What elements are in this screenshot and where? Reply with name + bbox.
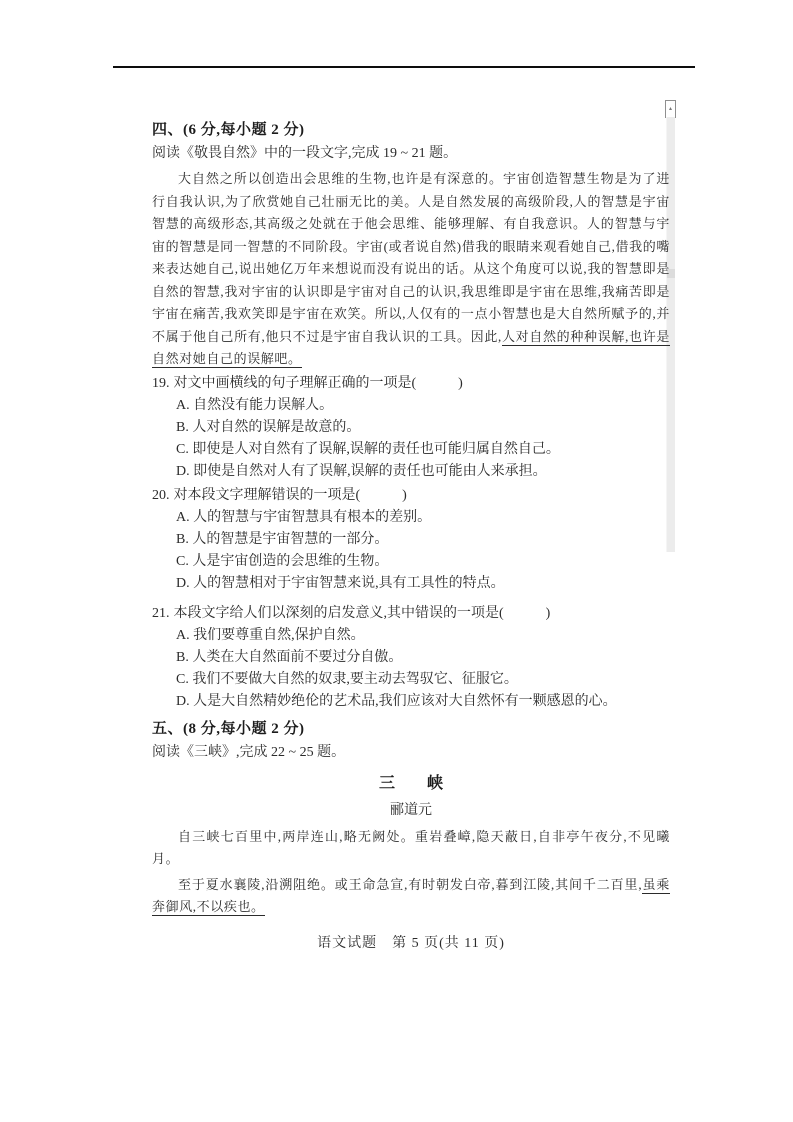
- essay-paragraph-2: [152, 874, 670, 919]
- option-b: B. 人对自然的误解是故意的。: [176, 419, 361, 435]
- exam-content: [152, 118, 670, 955]
- question-20-options: [152, 507, 670, 595]
- question-20: [152, 485, 670, 595]
- question-stem: 本段文字给人们以深刻的启发意义,其中错误的一项是( ): [173, 605, 551, 621]
- essay-paragraph-1: 自三峡七百里中,两岸连山,略无阙处。重岩叠嶂,隐天蔽日,自非亭午夜分,不见曦月。: [152, 828, 670, 866]
- passage-underlined-sentence: 人对自然的种种误解,也许是自然对她自己的误解吧。: [152, 328, 670, 366]
- option-a: A. 自然没有能力误解人。: [176, 397, 334, 413]
- question-number: 19.: [152, 375, 170, 391]
- essay-title: 三 峡: [378, 774, 443, 792]
- question-21-options: [152, 625, 670, 713]
- option-b: B. 人类在大自然面前不要过分自傲。: [176, 649, 403, 665]
- passage-text: 大自然之所以创造出会思维的生物,也许是有深意的。宇宙创造智慧生物是为了进行自我认识,为了欣赏她自己壮丽无比的美。人是自然发展的高级阶段,人的智慧是宇宙智慧的高级形态,其高级之处就在于他会思维、能够理解、有自我意识。人的智慧与宇宙的智慧是同一智慧的不同阶段。宇宙(或者说自然)借我的眼睛来观看她自己,借我的嘴来表达她自己,说出她亿万年来想说而没有说出的话。从这个角度可以说,我的智慧即是自然的智慧,我对宇宙的认识即是宇宙对自己的认识,我思维即是宇宙在思维,我痛苦即是宇宙在痛苦,我欢笑即是宇宙在欢笑。所以,人仅有的一点小智慧也是大自然所赋予的,并不属于他自己所有,他只不过是宇宙自我认识的工具。因此,: [152, 171, 670, 344]
- option-c: C. 即使是人对自然有了误解,误解的责任也可能归属自然自己。: [176, 441, 560, 457]
- option-a: A. 人的智慧与宇宙智慧具有根本的差别。: [176, 509, 432, 525]
- section-4-heading: 四、(6 分,每小题 2 分): [152, 122, 305, 138]
- option-d: D. 人是大自然精妙绝伦的艺术品,我们应该对大自然怀有一颗感恩的心。: [176, 693, 617, 709]
- page-footer: 语文试题 第 5 页(共 11 页): [317, 935, 505, 951]
- essay-underlined-sentence: 虽乘奔御风,不以疾也。: [152, 876, 670, 914]
- option-c: C. 我们不要做大自然的奴隶,要主动去驾驭它、征服它。: [176, 671, 518, 687]
- scroll-up-button[interactable]: [665, 100, 676, 118]
- option-d: D. 即使是自然对人有了误解,误解的责任也可能由人来承担。: [176, 463, 547, 479]
- option-a: A. 我们要尊重自然,保护自然。: [176, 627, 365, 643]
- option-b: B. 人的智慧是宇宙智慧的一部分。: [176, 531, 389, 547]
- section-4-intro: 阅读《敬畏自然》中的一段文字,完成 19 ~ 21 题。: [152, 146, 458, 161]
- question-21: [152, 603, 670, 713]
- question-20-stem-line: [152, 485, 670, 507]
- essay-paragraph-2-text: 至于夏水襄陵,沿溯阻绝。或王命急宣,有时朝发白帝,暮到江陵,其间千二百里,: [178, 876, 643, 892]
- question-stem: 对本段文字理解错误的一项是( ): [173, 487, 407, 503]
- essay-author: 郦道元: [390, 802, 432, 818]
- question-number: 20.: [152, 487, 170, 503]
- section-5-heading: 五、(8 分,每小题 2 分): [152, 720, 305, 737]
- passage-jingwei-ziran: [152, 168, 670, 371]
- question-number: 21.: [152, 605, 170, 621]
- section-5-intro: 阅读《三峡》,完成 22 ~ 25 题。: [152, 744, 346, 760]
- question-21-stem-line: [152, 603, 670, 625]
- page-top-rule: [113, 66, 695, 68]
- option-d: D. 人的智慧相对于宇宙智慧来说,具有工具性的特点。: [176, 575, 505, 591]
- question-19-options: [152, 395, 670, 483]
- scroll-up-icon: ▴: [668, 105, 672, 112]
- question-19: [152, 373, 670, 483]
- question-19-stem-line: [152, 373, 670, 395]
- option-c: C. 人是宇宙创造的会思维的生物。: [176, 553, 389, 569]
- question-stem: 对文中画横线的句子理解正确的一项是( ): [173, 375, 463, 391]
